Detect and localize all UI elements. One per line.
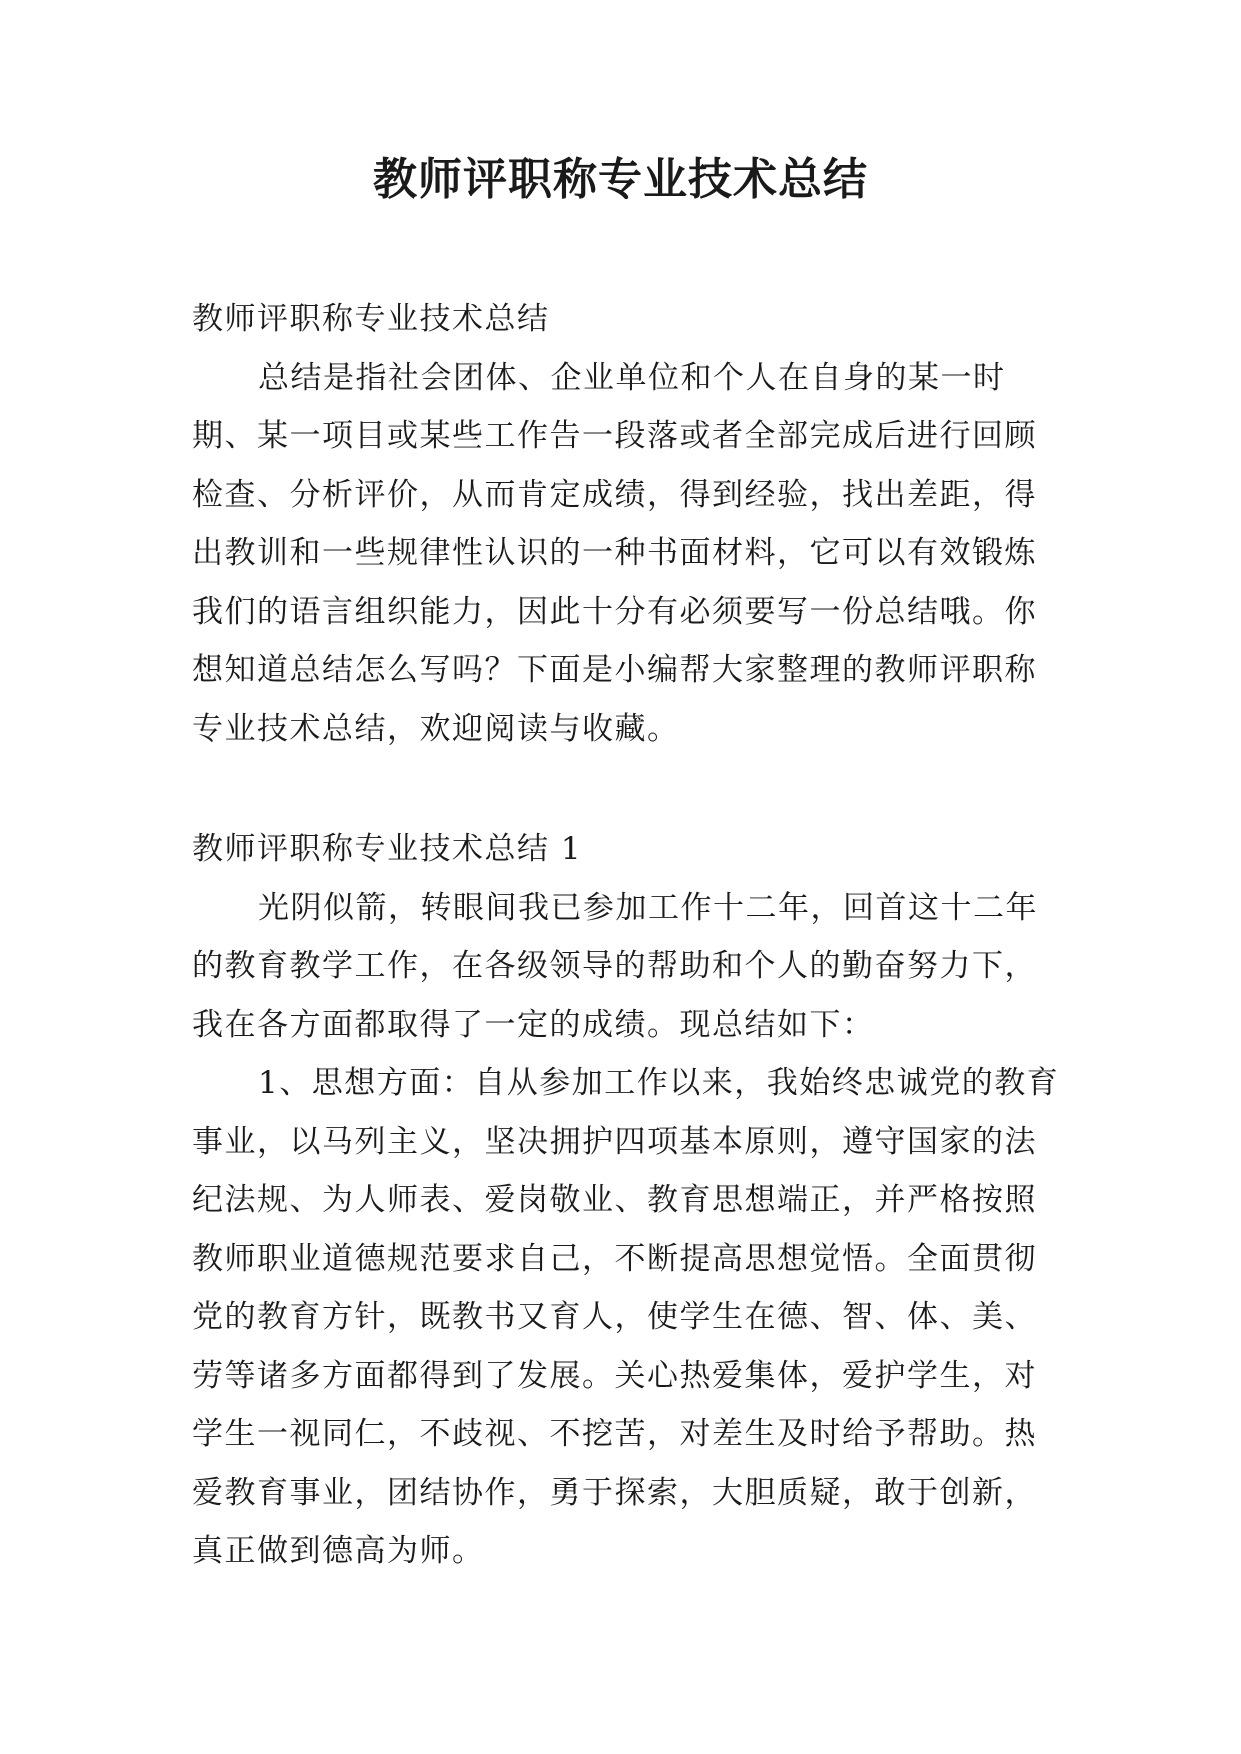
section-1-paragraph-2: 1、思想方面：自从参加工作以来，我始终忠诚党的教育事业，以马列主义，坚决拥护四项基本原则，遵守国家的法纪法规、为人师表、爱岗敬业、教育思想端正，并严格按照教师职业道德规范要求自己，不断提高思想觉悟。全面贯彻党的教育方针，既教书又育人，使学生在德、智、体、美、劳等诸多方面都得到了发展。关心热爱集体，爱护学生，对学生一视同仁，不歧视、不挖苦，对差生及时给予帮助。热爱教育事业，团结协作，勇于探索，大胆质疑，敢于创新，真正做到德高为师。 <box>192 1065 1060 1569</box>
section-1-block <box>192 820 1062 1581</box>
intro-paragraph: 总结是指社会团体、企业单位和个人在自身的某一时期、某一项目或某些工作告一段落或者全部完成后进行回顾检查、分析评价，从而肯定成绩，得到经验，找出差距，得出教训和一些规律性认识的一种书面材料，它可以有效锻炼我们的语言组织能力，因此十分有必须要写一份总结哦。你想知道总结怎么写吗？下面是小编帮大家整理的教师评职称专业技术总结，欢迎阅读与收藏。 <box>192 359 1037 747</box>
document-title: 教师评职称专业技术总结 <box>373 154 868 205</box>
section-1-heading: 教师评职称专业技术总结 1 <box>192 831 583 867</box>
intro-heading: 教师评职称专业技术总结 <box>192 301 550 337</box>
intro-block <box>192 290 1062 758</box>
section-1-paragraph-1: 光阴似箭，转眼间我已参加工作十二年，回首这十二年的教育教学工作，在各级领导的帮助和个人的勤奋努力下，我在各方面都取得了一定的成绩。现总结如下： <box>192 889 1038 1043</box>
